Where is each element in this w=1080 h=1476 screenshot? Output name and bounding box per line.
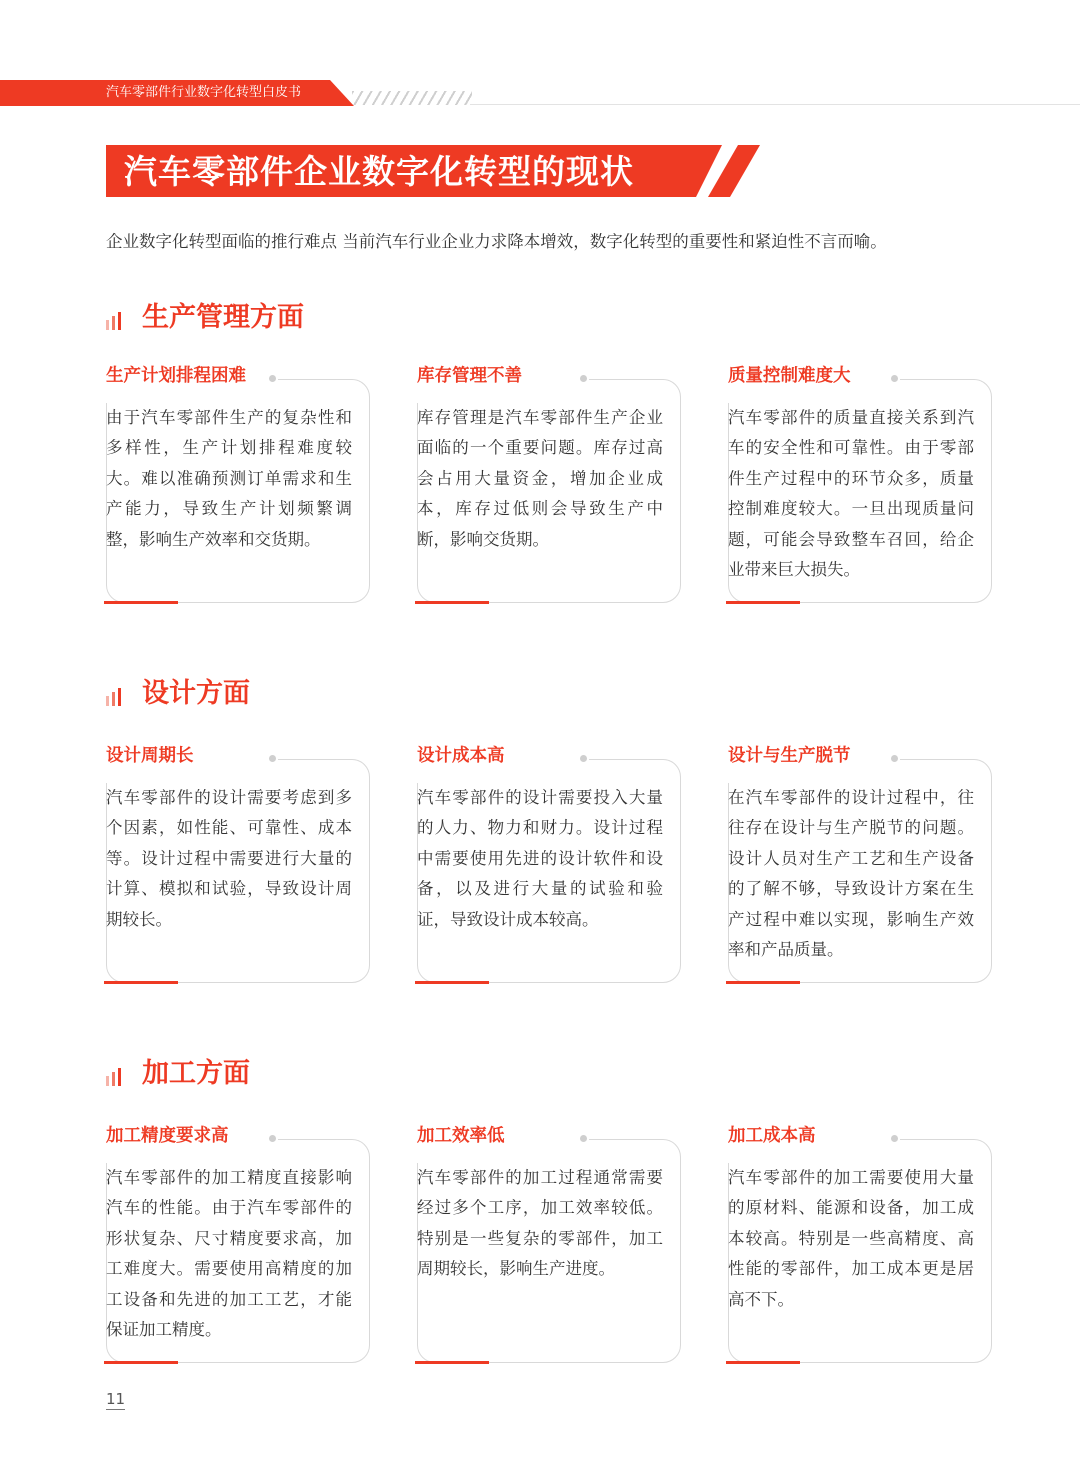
card-title: 设计与生产脱节 — [728, 746, 851, 766]
card-title: 设计成本高 — [417, 746, 505, 766]
issue-card — [417, 746, 681, 985]
dot-icon — [891, 1135, 898, 1142]
dot-icon — [269, 755, 276, 762]
dot-icon — [891, 375, 898, 382]
intro-paragraph: 企业数字化转型面临的推行难点 当前汽车行业企业力求降本增效，数字化转型的重要性和紧迫性不言而喻。 — [106, 232, 887, 251]
issue-card — [728, 366, 992, 605]
dot-icon — [891, 755, 898, 762]
card-accent-line — [104, 981, 178, 984]
card-accent-line — [726, 601, 800, 604]
card-accent-line — [415, 981, 489, 984]
card-body: 汽车零部件的加工精度直接影响汽车的性能。由于汽车零部件的形状复杂、尺寸精度要求高，加工难度大。需要使用高精度的加工设备和先进的加工工艺，才能保证加工精度。 — [106, 1168, 352, 1340]
section-title: 设计方面 — [142, 678, 250, 709]
bar-chart-icon — [106, 688, 126, 706]
issue-card — [106, 366, 370, 605]
card-body: 由于汽车零部件生产的复杂性和多样性，生产计划排程难度较大。难以准确预测订单需求和生产能力，导致生产计划频繁调整，影响生产效率和交货期。 — [106, 408, 352, 549]
card-body: 汽车零部件的加工需要使用大量的原材料、能源和设备，加工成本较高。特别是一些高精度、高性能的零部件，加工成本更是居高不下。 — [728, 1168, 974, 1309]
card-body: 汽车零部件的质量直接关系到汽车的安全性和可靠性。由于零部件生产过程中的环节众多，质量控制难度较大。一旦出现质量问题，可能会导致整车召回，给企业带来巨大损失。 — [728, 408, 974, 580]
issue-card — [106, 746, 370, 985]
banner-stripes-decoration — [352, 91, 472, 105]
card-accent-line — [726, 981, 800, 984]
dot-icon — [269, 375, 276, 382]
card-accent-line — [415, 1361, 489, 1364]
card-body: 汽车零部件的设计需要考虑到多个因素，如性能、可靠性、成本等。设计过程中需要进行大量的计算、模拟和试验，导致设计周期较长。 — [106, 788, 352, 929]
dot-icon — [580, 755, 587, 762]
page-number: 11 — [106, 1390, 126, 1408]
issue-card — [728, 746, 992, 985]
top-banner — [0, 80, 1080, 106]
dot-icon — [580, 375, 587, 382]
issue-card — [417, 1126, 681, 1365]
issue-card — [417, 366, 681, 605]
card-body: 汽车零部件的加工过程通常需要经过多个工序，加工效率较低。特别是一些复杂的零部件，加工周期较长，影响生产进度。 — [417, 1168, 663, 1279]
card-title: 生产计划排程困难 — [106, 366, 246, 386]
issue-card — [106, 1126, 370, 1365]
section-title: 加工方面 — [142, 1058, 250, 1089]
bar-chart-icon — [106, 1068, 126, 1086]
card-accent-line — [104, 1361, 178, 1364]
card-accent-line — [415, 601, 489, 604]
dot-icon — [580, 1135, 587, 1142]
bar-chart-icon — [106, 312, 126, 330]
card-title: 加工成本高 — [728, 1126, 816, 1146]
card-title: 加工效率低 — [417, 1126, 505, 1146]
issue-card — [728, 1126, 992, 1365]
card-accent-line — [104, 601, 178, 604]
dot-icon — [269, 1135, 276, 1142]
section-title: 生产管理方面 — [142, 302, 304, 333]
card-body: 在汽车零部件的设计过程中，往往存在设计与生产脱节的问题。设计人员对生产工艺和生产设备的了解不够，导致设计方案在生产过程中难以实现，影响生产效率和产品质量。 — [728, 788, 974, 960]
card-title: 质量控制难度大 — [728, 366, 851, 386]
card-title: 设计周期长 — [106, 746, 194, 766]
card-body: 汽车零部件的设计需要投入大量的人力、物力和财力。设计过程中需要使用先进的设计软件和设备，以及进行大量的试验和验证，导致设计成本较高。 — [417, 788, 663, 929]
card-accent-line — [726, 1361, 800, 1364]
document-title: 汽车零部件行业数字化转型白皮书 — [106, 85, 302, 100]
banner-divider — [470, 104, 1080, 105]
card-title: 库存管理不善 — [417, 366, 522, 386]
card-body: 库存管理是汽车零部件生产企业面临的一个重要问题。库存过高会占用大量资金，增加企业成本，库存过低则会导致生产中断，影响交货期。 — [417, 408, 663, 549]
card-title: 加工精度要求高 — [106, 1126, 229, 1146]
page-title: 汽车零部件企业数字化转型的现状 — [124, 152, 634, 191]
